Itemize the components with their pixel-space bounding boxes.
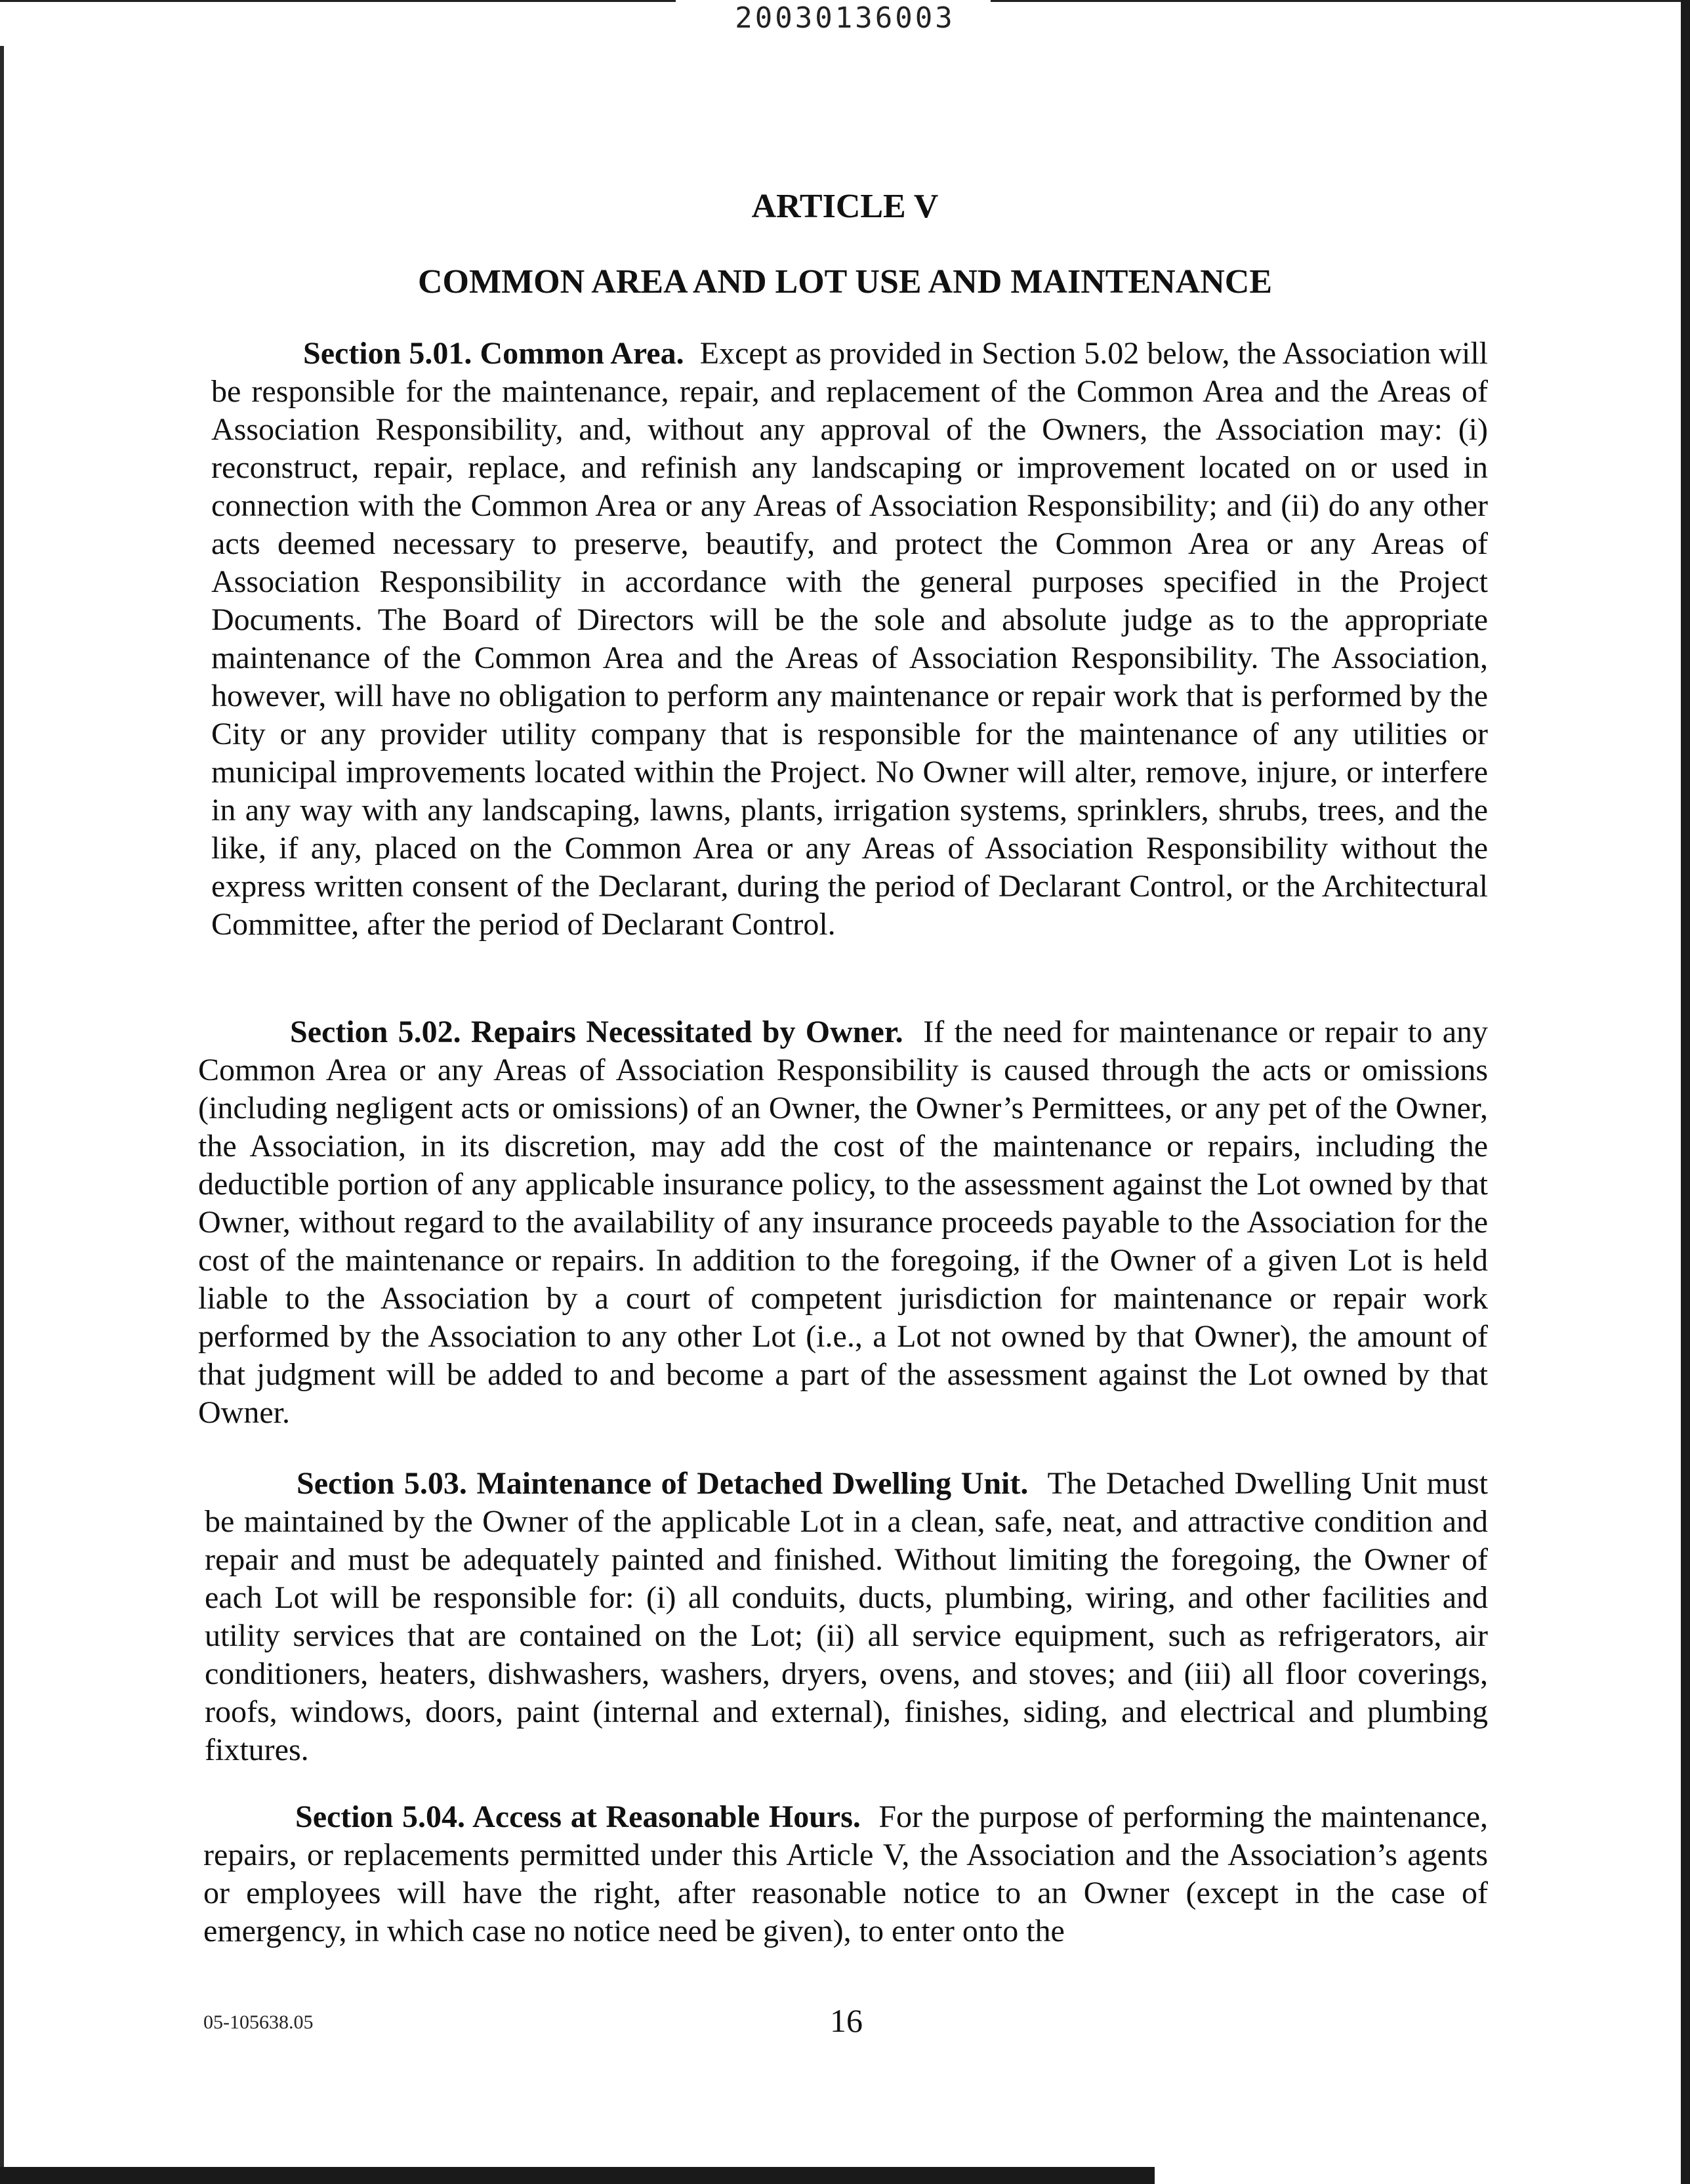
section-heading: Section 5.02. Repairs Necessitated by Owner. xyxy=(290,1015,903,1049)
article-subtitle: COMMON AREA AND LOT USE AND MAINTENANCE xyxy=(417,263,1273,301)
section-heading: Section 5.03. Maintenance of Detached Dwelling Unit. xyxy=(297,1466,1029,1501)
section-5-04 xyxy=(203,1798,1488,1950)
scan-edge-left xyxy=(0,46,4,2179)
section-5-01 xyxy=(211,335,1488,944)
scan-edge-bottom xyxy=(0,2167,1155,2184)
scan-edge-right xyxy=(1681,0,1690,2184)
section-body: Except as provided in Section 5.02 below, the Association will be responsible for the maintenance, repair, and replacement of the Common Area and the Areas of Association Responsibility, and, without any approval of the Owners, the Association may: (i) reconstruct, repair, replace, and refinish any landscaping or improvement located on or used in connection with the Common Area or any Areas of Association Responsibility; and (ii) do any other acts deemed necessary to preserve, beautify, and protect the Common Area or any Areas of Association Responsibility in accordance with the general purposes specified in the Project Documents. The Board of Directors will be the sole and absolute judge as to the appropriate maintenance of the Common Area and the Areas of Association Responsibility. The Association, however, will have no obligation to perform any maintenance or repair work that is performed by the City or any provider utility company that is responsible for the maintenance of any utilities or municipal improvements located within the Project. No Owner will alter, remove, injure, or interfere in any way with any landscaping, lawns, plants, irrigation systems, sprinklers, shrubs, trees, and the like, if any, placed on the Common Area or any Areas of Association Responsibility without the express written consent of the Declarant, during the period of Declarant Control, or the Architectural Committee, after the period of Declarant Control. xyxy=(211,336,1489,942)
section-body: For the purpose of performing the maintenance, repairs, or replacements permitted under this Article V, the Association and the Association’s agents or employees will have the right, after reasonable notice to an Owner (except in the case of emergency, in which case no notice need be given), to enter onto the xyxy=(203,1799,1489,1948)
page-number: 16 xyxy=(830,2002,863,2039)
section-5-03 xyxy=(205,1465,1488,1769)
footer-document-code: 05-105638.05 xyxy=(203,2011,314,2033)
section-body: If the need for maintenance or repair to any Common Area or any Areas of Association Responsibility is caused through the acts or omissions (including negligent acts or omissions) of an Owner, the Owner’s Permittees, or any pet of the Owner, the Association, in its discretion, may add the cost of the maintenance or repairs, including the deductible portion of any applicable insurance policy, to the assessment against the Lot owned by that Owner, without regard to the availability of any insurance proceeds payable to the Association for the cost of the maintenance or repairs. In addition to the foregoing, if the Owner of a given Lot is held liable to the Association by a court of competent jurisdiction for maintenance or repair work performed by the Association to any other Lot (i.e., a Lot not owned by that Owner), the amount of that judgment will be added to and become a part of the assessment against the Lot owned by that Owner. xyxy=(198,1015,1489,1430)
article-title: ARTICLE V xyxy=(751,188,939,225)
section-5-02 xyxy=(198,1013,1488,1432)
section-heading: Section 5.01. Common Area. xyxy=(303,336,684,371)
section-body: The Detached Dwelling Unit must be maintained by the Owner of the applicable Lot in a clean, safe, neat, and attractive condition and repair and must be adequately painted and finished. Without limiting the foregoing, the Owner of each Lot will be responsible for: (i) all conduits, ducts, plumbing, wiring, and other facilities and utility services that are contained on the Lot; (ii) all service equipment, such as refrigerators, air conditioners, heaters, dishwashers, washers, dryers, ovens, and stoves; and (iii) all floor coverings, roofs, windows, doors, paint (internal and external), finishes, siding, and electrical and plumbing fixtures. xyxy=(205,1466,1488,1767)
document-number: 20030136003 xyxy=(735,1,955,35)
section-heading: Section 5.04. Access at Reasonable Hours. xyxy=(295,1799,861,1834)
